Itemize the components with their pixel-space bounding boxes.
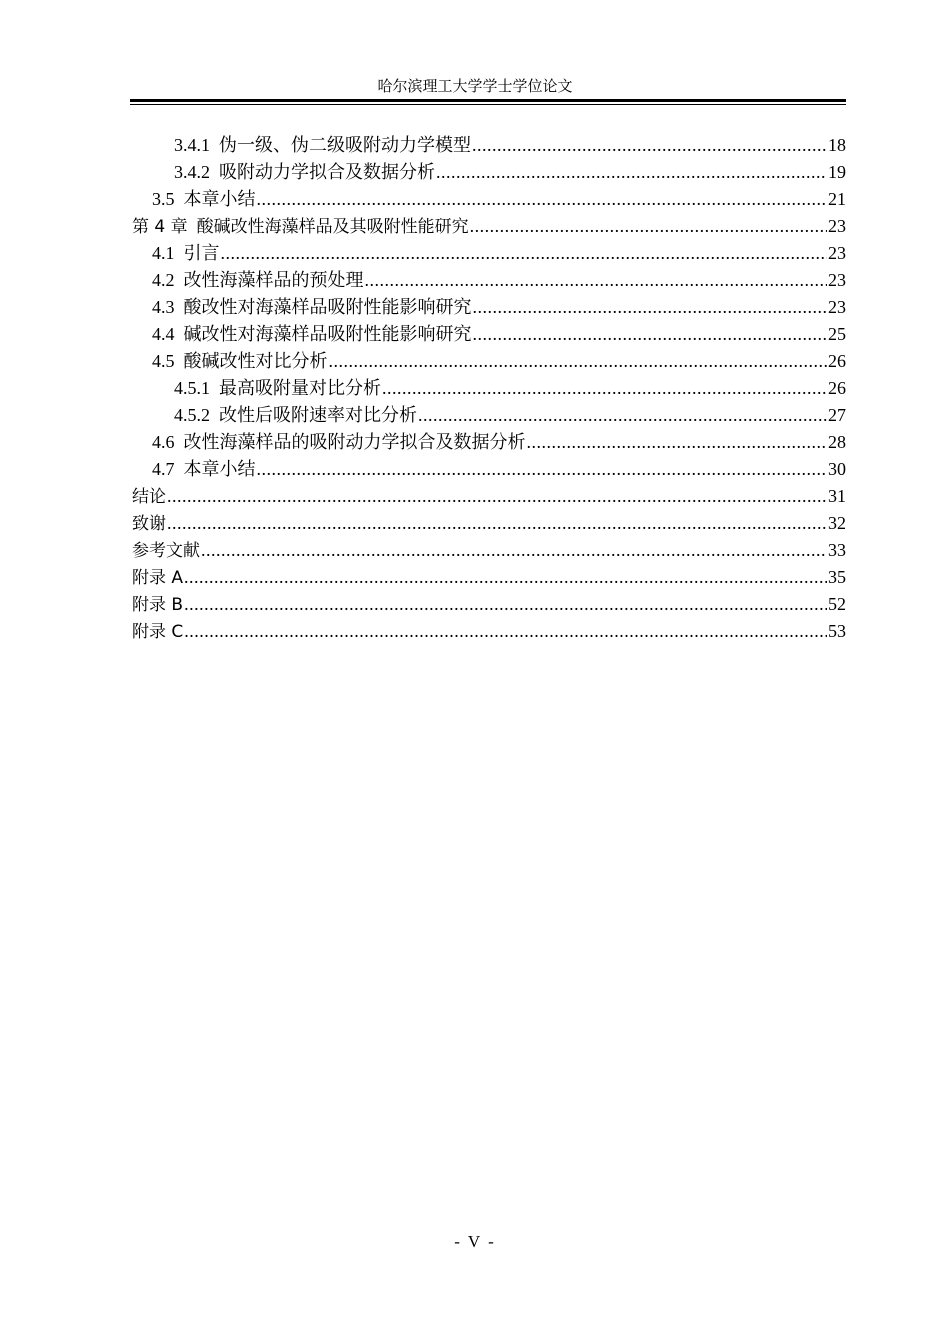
header-rule-thick <box>130 99 846 102</box>
toc-entry[interactable] <box>132 429 846 456</box>
toc-entry-page: 31 <box>828 486 846 506</box>
toc-entry[interactable] <box>132 159 846 186</box>
toc-entry-page: 53 <box>828 621 846 641</box>
toc-entry-page: 30 <box>828 459 846 479</box>
toc-entry-number: 3.4.1 <box>174 135 210 155</box>
toc-entry[interactable] <box>132 591 846 618</box>
page-number: - V - <box>454 1232 496 1251</box>
toc-entry-label <box>132 565 183 592</box>
toc-dot-leader <box>473 294 828 321</box>
toc-dot-leader <box>418 402 827 429</box>
toc-entry-page: 21 <box>828 189 846 209</box>
toc-entry-label <box>132 538 200 565</box>
toc-entry-label <box>174 132 471 159</box>
toc-dot-leader <box>472 132 827 159</box>
toc-dot-leader <box>167 510 827 537</box>
toc-dot-leader <box>473 321 828 348</box>
toc-entry[interactable] <box>132 348 846 375</box>
toc-dot-leader <box>382 375 827 402</box>
toc-entry-title: 致谢 <box>132 514 166 534</box>
toc-entry-number: 4.5.1 <box>174 378 210 398</box>
toc-entry-title: 酸碱改性对比分析 <box>183 351 328 371</box>
toc-dot-leader <box>201 537 827 564</box>
toc-entry-label <box>174 375 381 402</box>
toc-entry-label <box>132 511 166 538</box>
toc-entry[interactable] <box>132 375 846 402</box>
toc-entry-page: 18 <box>828 135 846 155</box>
toc-dot-leader <box>365 267 828 294</box>
toc-entry-number: 第 4 章 <box>132 217 188 237</box>
toc-entry[interactable] <box>132 618 846 645</box>
toc-dot-leader <box>167 483 827 510</box>
toc-entry[interactable] <box>132 456 846 483</box>
toc-entry-label <box>152 186 256 213</box>
toc-entry[interactable] <box>132 564 846 591</box>
toc-entry[interactable] <box>132 402 846 429</box>
toc-dot-leader <box>527 429 828 456</box>
toc-entry-title: 改性后吸附速率对比分析 <box>219 405 417 425</box>
toc-dot-leader <box>221 240 828 267</box>
toc-entry-title: 附录 A <box>132 568 184 588</box>
toc-dot-leader <box>184 591 827 618</box>
toc-entry-page: 33 <box>828 540 846 560</box>
toc-dot-leader <box>184 564 827 591</box>
toc-entry-label <box>174 402 417 429</box>
toc-entry-label <box>132 214 469 241</box>
toc-entry[interactable] <box>132 510 846 537</box>
toc-entry-title: 酸改性对海藻样品吸附性能影响研究 <box>183 297 472 317</box>
toc-entry-page: 35 <box>828 567 846 587</box>
toc-entry[interactable] <box>132 321 846 348</box>
toc-entry-label <box>152 429 526 456</box>
toc-dot-leader <box>470 213 827 240</box>
toc-entry[interactable] <box>132 267 846 294</box>
toc-entry-title: 引言 <box>183 243 220 263</box>
toc-entry-title: 改性海藻样品的预处理 <box>183 270 364 290</box>
toc-entry-page: 25 <box>828 324 846 344</box>
toc-entry-page: 23 <box>828 243 846 263</box>
toc-entry-label <box>152 294 472 321</box>
toc-entry-title: 吸附动力学拟合及数据分析 <box>219 162 435 182</box>
toc-entry-title: 碱改性对海藻样品吸附性能影响研究 <box>183 324 472 344</box>
toc-entry-title: 参考文献 <box>132 541 200 561</box>
toc-entry-page: 27 <box>828 405 846 425</box>
toc-entry-page: 23 <box>828 216 846 236</box>
toc-entry-label <box>132 592 183 619</box>
toc-entry[interactable] <box>132 537 846 564</box>
toc-entry-title: 本章小结 <box>183 459 256 479</box>
toc-entry-number: 3.4.2 <box>174 162 210 182</box>
toc-entry-number: 4.6 <box>152 432 175 452</box>
toc-entry[interactable] <box>132 213 846 240</box>
toc-entry-page: 52 <box>828 594 846 614</box>
toc-entry[interactable] <box>132 186 846 213</box>
toc-entry-page: 23 <box>828 270 846 290</box>
toc-entry-page: 26 <box>828 351 846 371</box>
toc-entry[interactable] <box>132 240 846 267</box>
toc-dot-leader <box>257 456 828 483</box>
toc-entry-label <box>174 159 435 186</box>
toc-entry-number: 4.7 <box>152 459 175 479</box>
toc-entry-title: 附录 B <box>132 595 184 615</box>
toc-entry-title: 结论 <box>132 487 166 507</box>
toc-entry[interactable] <box>132 294 846 321</box>
toc-entry-label <box>132 484 166 511</box>
toc-entry-title: 附录 C <box>132 622 184 642</box>
toc-entry-page: 19 <box>828 162 846 182</box>
toc-entry[interactable] <box>132 132 846 159</box>
toc-entry-title: 最高吸附量对比分析 <box>219 378 381 398</box>
toc-entry-number: 4.5.2 <box>174 405 210 425</box>
toc-entry-number: 4.2 <box>152 270 175 290</box>
toc-entry-label <box>152 267 364 294</box>
toc-entry-label <box>152 321 472 348</box>
toc-entry-number: 4.5 <box>152 351 175 371</box>
toc-entry[interactable] <box>132 483 846 510</box>
toc-entry-number: 4.3 <box>152 297 175 317</box>
toc-entry-number: 3.5 <box>152 189 175 209</box>
toc-dot-leader <box>257 186 828 213</box>
toc-entry-title: 改性海藻样品的吸附动力学拟合及数据分析 <box>183 432 526 452</box>
toc-entry-label <box>152 240 220 267</box>
header-rule-thin <box>130 104 846 105</box>
toc-dot-leader <box>329 348 828 375</box>
header-title: 哈尔滨理工大学学士学位论文 <box>377 79 573 95</box>
toc-entry-label <box>132 619 183 646</box>
toc-entry-label <box>152 348 328 375</box>
toc-entry-page: 26 <box>828 378 846 398</box>
toc-dot-leader <box>436 159 827 186</box>
toc-entry-title: 伪一级、伪二级吸附动力学模型 <box>219 135 471 155</box>
toc-entry-number: 4.1 <box>152 243 175 263</box>
toc-dot-leader <box>184 618 827 645</box>
table-of-contents <box>132 132 846 645</box>
toc-entry-title: 酸碱改性海藻样品及其吸附性能研究 <box>196 217 469 237</box>
toc-entry-page: 28 <box>828 432 846 452</box>
toc-entry-label <box>152 456 256 483</box>
toc-entry-number: 4.4 <box>152 324 175 344</box>
toc-entry-title: 本章小结 <box>183 189 256 209</box>
toc-entry-page: 23 <box>828 297 846 317</box>
toc-entry-page: 32 <box>828 513 846 533</box>
